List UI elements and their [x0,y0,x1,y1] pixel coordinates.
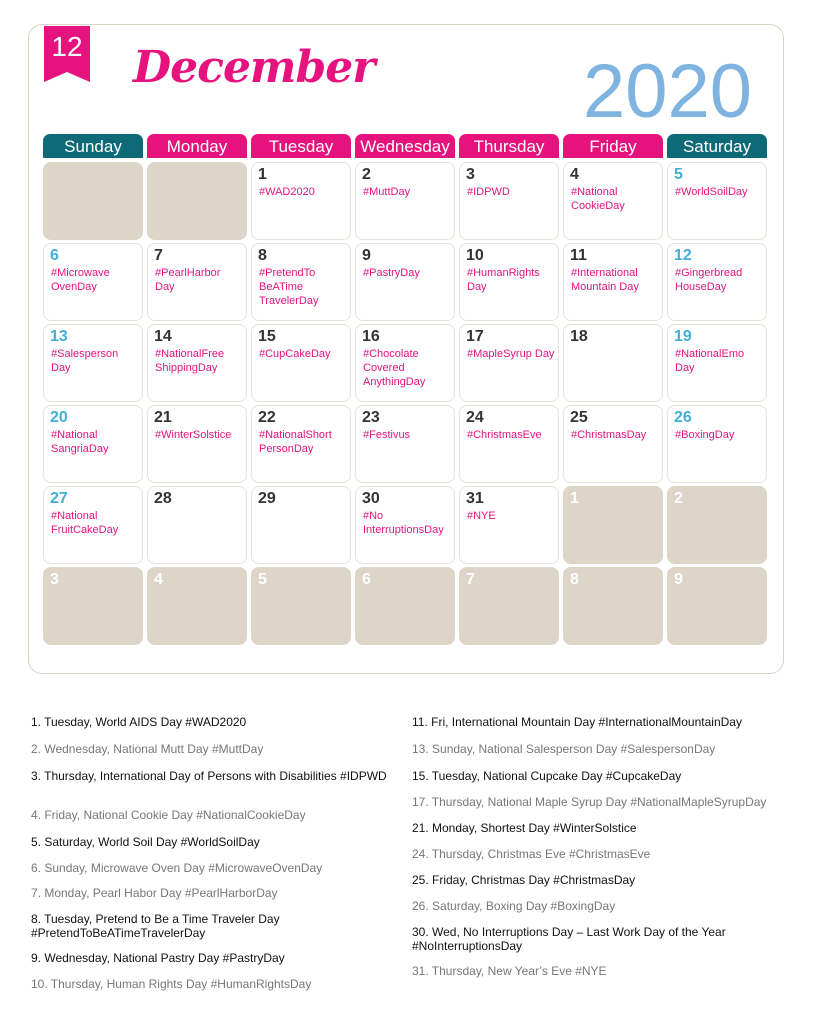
day-number: 12 [674,247,692,264]
day-cell [563,243,663,321]
day-cell [147,243,247,321]
day-cell [355,405,455,483]
day-cell [459,162,559,240]
day-hashtag: #International Mountain Day [571,267,639,293]
day-number: 15 [258,328,276,345]
observance-item: 30. Wed, No Interruptions Day – Last Work Day of the Year #NoInterruptionsDay [412,925,726,953]
day-number: 7 [154,247,163,264]
weekday-header-row [43,134,769,158]
observance-item: 8. Tuesday, Pretend to Be a Time Traveler Day #PretendToBeATimeTravelerDay [31,912,280,940]
day-number: 9 [362,247,371,264]
day-number: 8 [570,571,579,588]
day-cell [43,405,143,483]
day-number: 5 [258,571,267,588]
observance-item: 21. Monday, Shortest Day #WinterSolstice [412,821,637,835]
day-number: 23 [362,409,380,426]
weekday-wednesday: Wednesday [355,134,455,158]
blank-day-cell [563,567,663,645]
observance-item: 10. Thursday, Human Rights Day #HumanRightsDay [31,977,312,991]
day-number: 17 [466,328,484,345]
day-number: 8 [258,247,267,264]
day-hashtag: #Gingerbread HouseDay [675,267,743,293]
day-number: 29 [258,490,276,507]
day-hashtag: #CupCakeDay [259,348,331,360]
day-hashtag: #ChristmasDay [571,429,647,441]
day-cell [251,324,351,402]
day-hashtag: #NationalFree ShippingDay [155,348,225,374]
day-hashtag: #WinterSolstice [155,429,232,441]
day-number: 30 [362,490,380,507]
observance-item: 11. Fri, International Mountain Day #InternationalMountainDay [412,715,742,729]
day-number: 6 [50,247,59,264]
day-hashtag: #Microwave OvenDay [51,267,110,293]
day-number: 19 [674,328,692,345]
day-number: 3 [50,571,59,588]
day-hashtag: #National SangriaDay [51,429,109,455]
day-number: 5 [674,166,683,183]
day-number: 2 [674,490,683,507]
day-hashtag: #No InterruptionsDay [363,510,444,536]
day-hashtag: #HumanRights Day [467,267,540,293]
day-number: 11 [570,247,587,264]
day-number: 2 [362,166,371,183]
observance-item: 25. Friday, Christmas Day #ChristmasDay [412,873,636,887]
day-cell [147,405,247,483]
day-number: 1 [258,166,267,183]
month-name: December [133,42,375,93]
day-number: 14 [154,328,172,345]
day-number: 4 [570,166,579,183]
day-cell [43,486,143,564]
day-cell [43,324,143,402]
observance-item: 26. Saturday, Boxing Day #BoxingDay [412,899,616,913]
day-cell [147,486,247,564]
day-hashtag: #WAD2020 [259,186,315,198]
day-hashtag: #PearlHarbor Day [155,267,221,293]
day-cell [147,324,247,402]
day-hashtag: #NationalShort PersonDay [259,429,332,455]
day-hashtag: #IDPWD [467,186,510,198]
day-cell [563,405,663,483]
day-cell [459,486,559,564]
day-hashtag: #NYE [467,510,496,522]
observance-item: 24. Thursday, Christmas Eve #ChristmasEve [412,847,651,861]
day-number: 7 [466,571,475,588]
day-number: 27 [50,490,68,507]
day-cell [563,324,663,402]
observance-item: 7. Monday, Pearl Habor Day #PearlHarborDay [31,886,278,900]
blank-day-cell [667,486,767,564]
observance-item: 2. Wednesday, National Mutt Day #MuttDay [31,742,264,756]
blank-day-cell [147,162,247,240]
day-number: 4 [154,571,163,588]
day-cell [355,162,455,240]
day-cell [459,243,559,321]
observance-item: 1. Tuesday, World AIDS Day #WAD2020 [31,715,247,729]
day-cell [251,162,351,240]
day-number: 25 [570,409,588,426]
weekday-tuesday: Tuesday [251,134,351,158]
day-number: 28 [154,490,172,507]
day-number: 24 [466,409,484,426]
day-cell [355,324,455,402]
day-number: 31 [466,490,484,507]
day-number: 13 [50,328,68,345]
observance-item: 4. Friday, National Cookie Day #NationalCookieDay [31,808,306,822]
day-number: 20 [50,409,68,426]
day-number: 22 [258,409,276,426]
day-hashtag: #Chocolate Covered AnythingDay [363,348,426,388]
day-cell [251,405,351,483]
day-cell [667,243,767,321]
weekday-saturday: Saturday [667,134,767,158]
day-hashtag: #PretendTo BeATime TravelerDay [259,267,319,307]
day-number: 18 [570,328,588,345]
blank-day-cell [43,567,143,645]
blank-day-cell [563,486,663,564]
day-hashtag: #MuttDay [363,186,411,198]
observance-item: 3. Thursday, International Day of Persons with Disabilities #IDPWD [31,769,387,783]
day-cell [43,243,143,321]
day-cell [667,162,767,240]
day-hashtag: #PastryDay [363,267,420,279]
day-number: 21 [154,409,172,426]
blank-day-cell [43,162,143,240]
weekday-friday: Friday [563,134,663,158]
blank-day-cell [147,567,247,645]
day-hashtag: #ChristmasEve [467,429,542,441]
day-number: 9 [674,571,683,588]
day-hashtag: #National CookieDay [571,186,625,212]
observance-item: 15. Tuesday, National Cupcake Day #CupcakeDay [412,769,682,783]
year-label: 2020 [583,49,753,134]
day-cell [355,243,455,321]
weekday-sunday: Sunday [43,134,143,158]
month-number-flag: 12 [44,26,90,72]
day-hashtag: #Festivus [363,429,411,441]
weekday-thursday: Thursday [459,134,559,158]
day-hashtag: #MapleSyrup Day [467,348,555,360]
blank-day-cell [459,567,559,645]
observance-item: 31. Thursday, New Year’s Eve #NYE [412,964,607,978]
blank-day-cell [355,567,455,645]
day-hashtag: #National FruitCakeDay [51,510,119,536]
observance-item: 9. Wednesday, National Pastry Day #PastryDay [31,951,285,965]
day-number: 1 [570,490,579,507]
day-hashtag: #Salesperson Day [51,348,119,374]
day-cell [459,405,559,483]
day-hashtag: #NationalEmo Day [675,348,745,374]
day-cell [251,486,351,564]
day-cell [459,324,559,402]
day-hashtag: #WorldSoilDay [675,186,748,198]
observance-item: 5. Saturday, World Soil Day #WorldSoilDay [31,835,260,849]
day-number: 26 [674,409,692,426]
observance-item: 17. Thursday, National Maple Syrup Day #NationalMapleSyrupDay [412,795,767,809]
day-hashtag: #BoxingDay [675,429,735,441]
day-number: 16 [362,328,380,345]
weekday-monday: Monday [147,134,247,158]
day-cell [667,405,767,483]
observance-item: 13. Sunday, National Salesperson Day #SalespersonDay [412,742,716,756]
blank-day-cell [251,567,351,645]
blank-day-cell [667,567,767,645]
day-number: 6 [362,571,371,588]
day-cell [667,324,767,402]
observance-item: 6. Sunday, Microwave Oven Day #MicrowaveOvenDay [31,861,323,875]
day-number: 10 [466,247,484,264]
day-number: 3 [466,166,475,183]
day-cell [251,243,351,321]
day-cell [355,486,455,564]
day-cell [563,162,663,240]
